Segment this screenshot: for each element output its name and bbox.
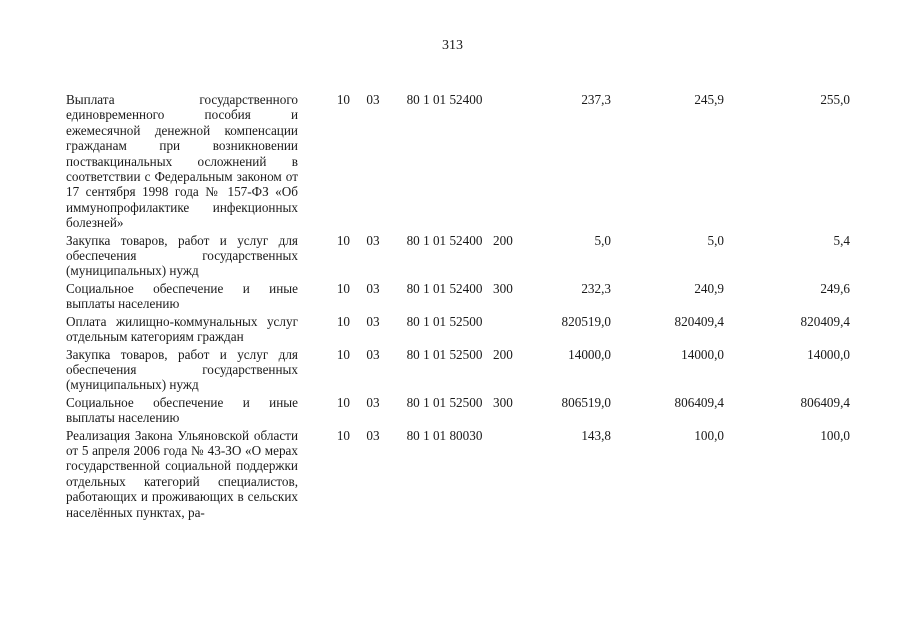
row-name: Социальное обеспечение и иные выплаты населению — [66, 280, 298, 312]
table-row — [66, 92, 850, 233]
row-code: 80 1 01 52400 — [406, 232, 483, 248]
row-value-3: 5,4 — [833, 232, 850, 248]
row-value-2: 806409,4 — [674, 394, 724, 410]
row-value-3: 100,0 — [820, 427, 850, 443]
row-type: 200 — [493, 346, 513, 362]
row-value-3: 806409,4 — [800, 394, 850, 410]
row-value-2: 14000,0 — [681, 346, 724, 362]
row-subsection: 03 — [366, 427, 380, 443]
table-row — [66, 281, 850, 314]
row-value-1: 5,0 — [594, 232, 611, 248]
row-value-2: 100,0 — [694, 427, 724, 443]
page-number: 313 — [442, 38, 463, 53]
row-section: 10 — [336, 280, 350, 296]
row-code: 80 1 01 52500 — [406, 313, 483, 329]
row-type — [493, 428, 527, 522]
row-value-3: 249,6 — [820, 280, 850, 296]
row-name: Социальное обеспечение и иные выплаты населению — [66, 394, 298, 426]
row-value-1: 143,8 — [581, 427, 611, 443]
row-name: Закупка товаров, работ и услуг для обеспечения государственных (муниципальных) нужд — [66, 346, 298, 393]
row-subsection: 03 — [366, 280, 380, 296]
row-value-2: 240,9 — [694, 280, 724, 296]
row-value-3: 820409,4 — [800, 313, 850, 329]
row-code: 80 1 01 52400 — [406, 92, 483, 107]
row-type — [493, 314, 527, 347]
table-row — [66, 314, 850, 347]
table-row — [66, 428, 850, 522]
row-type: 300 — [493, 394, 513, 410]
row-section: 10 — [336, 427, 350, 443]
row-value-3: 14000,0 — [807, 346, 850, 362]
row-value-1: 14000,0 — [568, 346, 611, 362]
row-subsection: 03 — [366, 394, 380, 410]
table-row — [66, 347, 850, 395]
row-type: 300 — [493, 280, 513, 296]
row-value-2: 5,0 — [707, 232, 724, 248]
row-type: 200 — [493, 232, 513, 248]
row-code: 80 1 01 80030 — [406, 427, 483, 443]
row-section: 10 — [336, 313, 350, 329]
row-subsection: 03 — [366, 313, 380, 329]
row-name: Реализация Закона Ульяновской области от 5 апреля 2006 года № 43-ЗО «О мерах государственной социальной поддержки отдельных категорий специалистов, работающих и проживающих в сельских населённых пунктах, ра- — [66, 427, 298, 520]
budget-table — [66, 92, 850, 522]
row-value-2: 245,9 — [694, 92, 724, 107]
row-name: Выплата государственного единовременного пособия и ежемесячной денежной компенсации гражданам при возникновении поствакцинальных осложнений в соответствии с Федеральным законом от 17 сентября 1998 года № 157-ФЗ «Об иммунопрофилактике инфекционных болезней» — [66, 92, 298, 231]
row-code: 80 1 01 52500 — [406, 346, 483, 362]
budget-table-body — [66, 92, 850, 522]
row-section: 10 — [336, 394, 350, 410]
row-name: Закупка товаров, работ и услуг для обеспечения государственных (муниципальных) нужд — [66, 232, 298, 279]
row-name: Оплата жилищно-коммунальных услуг отдельным категориям граждан — [66, 313, 298, 345]
row-value-1: 820519,0 — [561, 313, 611, 329]
row-value-1: 806519,0 — [561, 394, 611, 410]
row-code: 80 1 01 52500 — [406, 394, 483, 410]
row-value-3: 255,0 — [820, 92, 850, 107]
row-value-1: 237,3 — [581, 92, 611, 107]
row-section: 10 — [336, 346, 350, 362]
row-value-1: 232,3 — [581, 280, 611, 296]
row-subsection: 03 — [366, 232, 380, 248]
row-section: 10 — [336, 232, 350, 248]
table-row — [66, 233, 850, 281]
row-subsection: 03 — [366, 346, 380, 362]
table-row — [66, 395, 850, 428]
row-value-2: 820409,4 — [674, 313, 724, 329]
row-type — [493, 92, 527, 233]
row-subsection: 03 — [366, 92, 380, 107]
row-section: 10 — [336, 92, 350, 107]
row-code: 80 1 01 52400 — [406, 280, 483, 296]
